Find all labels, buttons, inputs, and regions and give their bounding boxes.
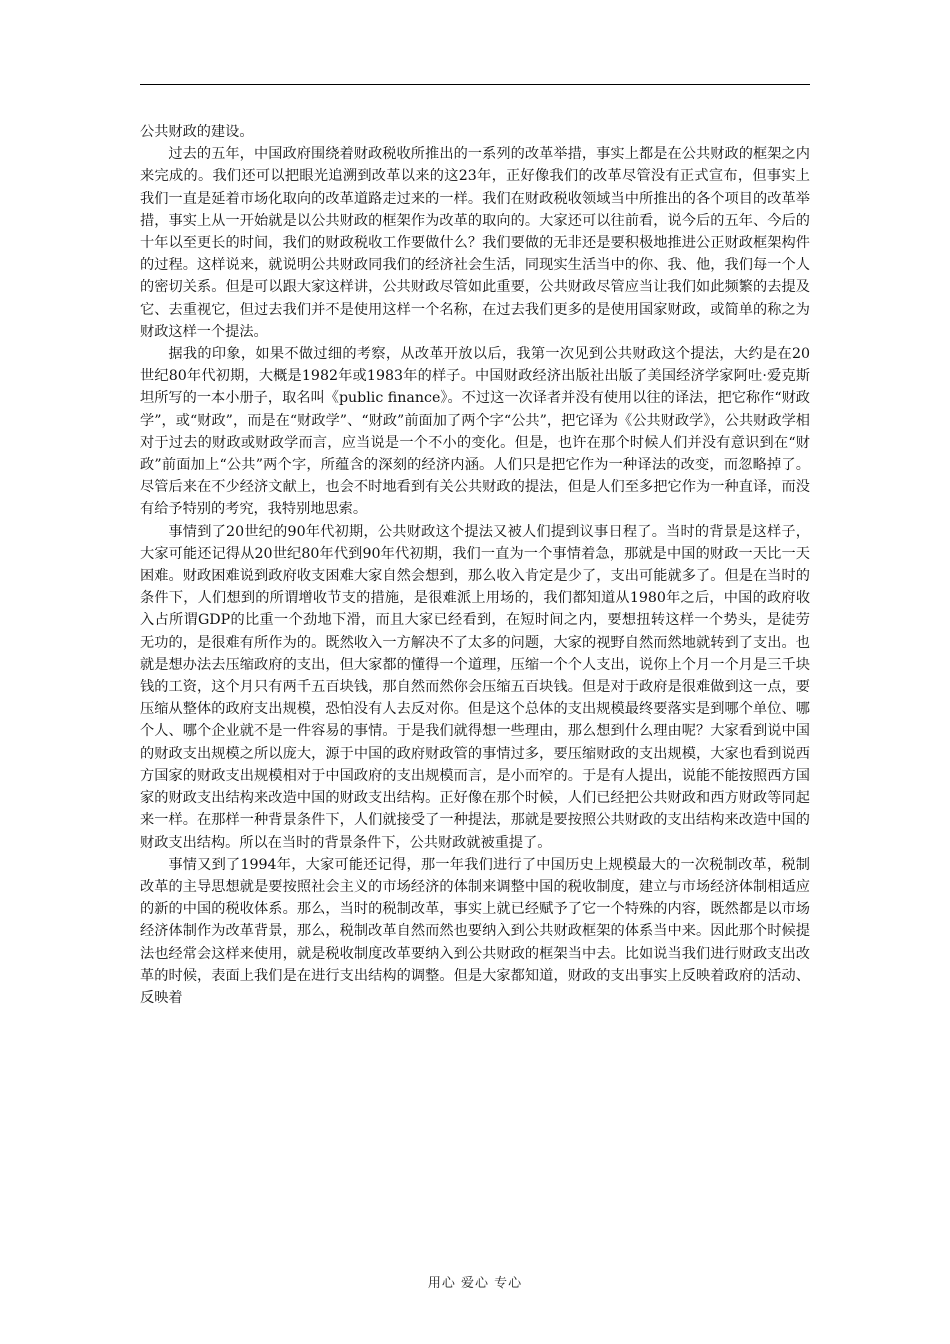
header-rule: [140, 84, 810, 85]
paragraph: 据我的印象，如果不做过细的考察，从改革开放以后，我第一次见到公共财政这个提法，大约是在20世纪80年代初期，大概是1982年或1983年的样子。中国财政经济出版社出版了美国经济学家阿吐·爱克斯坦所写的一本小册子，取名叫《public finance》。不过这一次译者并没有使用以往的译法，把它称作“财政学”，或“财政”，而是在“财政学”、“财政”前面加了两个字“公共”，把它译为《公共财政学》，公共财政学相对于过去的财政或财政学而言，应当说是一个不小的变化。但是，也许在那个时候人们并没有意识到在“财政”前面加上“公共”两个字，所蕴含的深刻的经济内涵。人们只是把它作为一种译法的改变，而忽略掉了。尽管后来在不少经济文献上，也会不时地看到有关公共财政的提法，但是人们至多把它作为一种直译，而没有给予特别的考究，我特别地思索。: [140, 346, 810, 518]
document-body: [140, 121, 810, 1009]
paragraph: 过去的五年，中国政府围绕着财政税收所推出的一系列的改革举措，事实上都是在公共财政的框架之内来完成的。我们还可以把眼光追溯到改革以来的这23年，正好像我们的改革尽管没有正式宣布，但事实上我们一直是延着市场化取向的改革道路走过来的一样。我们在财政税收领域当中所推出的各个项目的改革举措，事实上从一开始就是以公共财政的框架作为改革的取向的。大家还可以往前看，说今后的五年、今后的十年以至更长的时间，我们的财政税收工作要做什么？我们要做的无非还是要积极地推进公正财政框架构件的过程。这样说来，就说明公共财政同我们的经济社会生活，同现实生活当中的你、我、他，我们每一个人的密切关系。但是可以跟大家这样讲，公共财政尽管如此重要，公共财政尽管应当让我们如此频繁的去提及它、去重视它，但过去我们并不是使用这样一个名称，在过去我们更多的是使用国家财政，或简单的称之为财政这样一个提法。: [140, 146, 810, 340]
paragraph: 事情到了20世纪的90年代初期，公共财政这个提法又被人们提到议事日程了。当时的背景是这样子，大家可能还记得从20世纪80年代到90年代初期，我们一直为一个事情着急，那就是中国的财政一天比一天困难。财政困难说到政府收支困难大家自然会想到，那么收入肯定是少了，支出可能就多了。但是在当时的条件下，人们想到的所谓增收节支的措施，是很难派上用场的，我们都知道从1980年之后，中国的政府收入占所谓GDP的比重一个劲地下滑，而且大家已经看到，在短时间之内，要想扭转这样一个势头，是徒劳无功的，是很难有所作为的。既然收入一方解决不了太多的问题，大家的视野自然而然地就转到了支出。也就是想办法去压缩政府的支出，但大家都的懂得一个道理，压缩一个个人支出，说你上个月一个月是三千块钱的工资，这个月只有两千五百块钱，那自然而然你会压缩五百块钱。但是对于政府是很难做到这一点，要压缩从整体的政府支出规模，恐怕没有人去反对你。但是这个总体的支出规模最终要落实是到哪个单位、哪个人、哪个企业就不是一件容易的事情。于是我们就得想一些理由，那么想到什么理由呢？大家看到说中国的财政支出规模之所以庞大，源于中国的政府财政管的事情过多，要压缩财政的支出规模，大家也看到说西方国家的财政支出规模相对于中国政府的支出规模而言，是小而窄的。于是有人提出，说能不能按照西方国家的财政支出结构来改造中国的财政支出结构。正好像在那个时候，人们已经把公共财政和西方财政等同起来一样。在那样一种背景条件下，人们就接受了一种提法，那就是要按照公共财政的支出结构来改造中国的财政支出结构。所以在当时的背景条件下，公共财政就被重提了。: [140, 523, 811, 851]
page-footer: 用心 爱心 专心: [427, 1276, 523, 1291]
paragraph-continuation: 公共财政的建设。: [140, 124, 254, 140]
paragraph: 事情又到了1994年，大家可能还记得，那一年我们进行了中国历史上规模最大的一次税制改革，税制改革的主导思想就是要按照社会主义的市场经济的体制来调整中国的税收制度，建立与市场经济体制相适应的新的中国的税收体系。那么，当时的税制改革，事实上就已经赋予了它一个特殊的内容，既然都是以市场经济体制作为改革背景，那么，税制改革自然而然也要纳入到公共财政框架的体系当中来。因此那个时候提法也经常会这样来使用，就是税收制度改革要纳入到公共财政的框架当中去。比如说当我们进行财政支出改革的时候，表面上我们是在进行支出结构的调整。但是大家都知道，财政的支出事实上反映着政府的活动、反映着: [140, 856, 810, 1006]
